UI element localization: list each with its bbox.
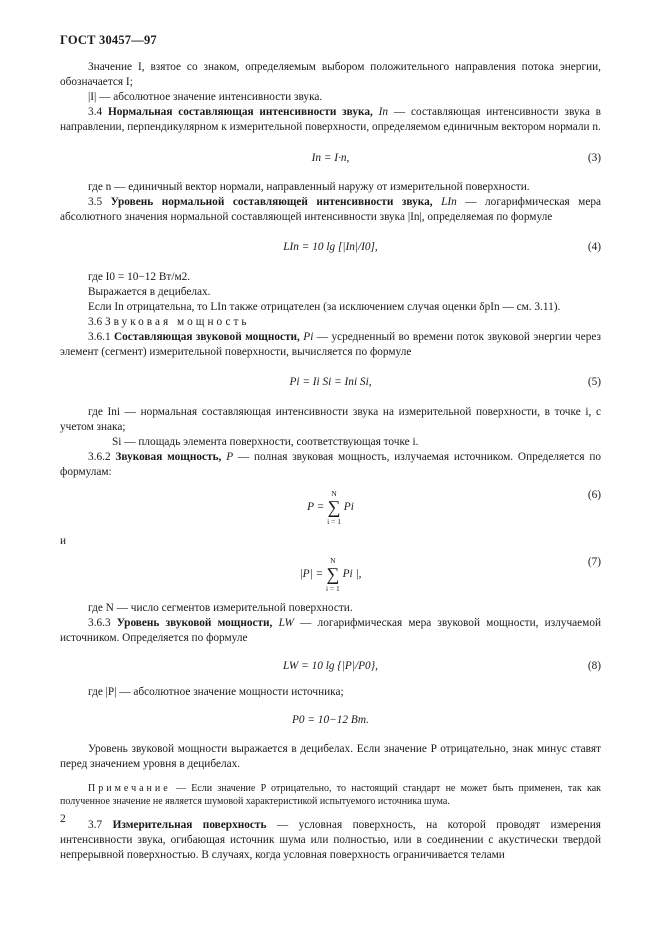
where-8: где |P| — абсолютное значение мощности источника; bbox=[88, 686, 344, 698]
symbol: P bbox=[226, 451, 234, 463]
equation-number: (3) bbox=[587, 152, 601, 164]
equation-lhs: P = bbox=[307, 501, 325, 514]
sum-lower-limit: i = 1 bbox=[327, 517, 341, 526]
section-3-6 bbox=[60, 315, 601, 330]
section-title: Звуковая мощность bbox=[104, 316, 250, 328]
body-text bbox=[60, 60, 601, 863]
where-5b: Si — площадь элемента поверхности, соответствующая точке i. bbox=[112, 436, 419, 448]
term: Звуковая мощность, bbox=[115, 451, 222, 463]
symbol: Pi bbox=[303, 331, 314, 343]
sum-operator bbox=[326, 555, 340, 594]
sigma-icon: ∑ bbox=[327, 497, 341, 517]
definition: — усредненный во времени поток звуковой энергии через элемент (сегмент) измерительной поверхности, вычисляется по формуле bbox=[60, 331, 601, 358]
equation-formula: LW = 10 lg {|P|/P0}, bbox=[283, 660, 378, 672]
note-label: Примечание bbox=[88, 783, 171, 794]
sum-upper-limit: N bbox=[331, 489, 337, 498]
equation-number: (7) bbox=[587, 556, 601, 568]
equation-p0 bbox=[60, 713, 601, 728]
where-4c: Если In отрицательна, то LIn также отрицателен (за исключением случая оценки δpIn — см. 3.11). bbox=[88, 301, 561, 313]
section-3-5 bbox=[60, 195, 601, 225]
section-3-6-2 bbox=[60, 450, 601, 480]
section-number: 3.6.1 bbox=[88, 331, 111, 343]
section-3-4 bbox=[60, 105, 601, 135]
section-number: 3.6.2 bbox=[88, 451, 111, 463]
section-3-7 bbox=[60, 818, 601, 863]
sum-lower-limit: i = 1 bbox=[325, 584, 340, 593]
equation-number: (4) bbox=[587, 241, 601, 253]
where-5a: где Ini — нормальная составляющая интенсивности звука на измерительной поверхности, в точке i, с учетом знака; bbox=[60, 406, 601, 433]
note-text: — Если значение P отрицательно, то настоящий стандарт не может быть применен, так как полученное значение не является шумовой характеристикой испытуемого источника шума. bbox=[60, 783, 601, 807]
equation-formula: P0 = 10−12 Вт. bbox=[291, 714, 370, 726]
term: Измерительная поверхность bbox=[112, 819, 267, 831]
equation-number: (6) bbox=[587, 489, 601, 501]
where-4a: где I0 = 10−12 Вт/м2. bbox=[88, 271, 191, 283]
equation-formula: Pi = Ii Si = Ini Si, bbox=[289, 376, 372, 388]
term: Уровень звуковой мощности, bbox=[116, 617, 273, 629]
where-4b: Выражается в децибелах. bbox=[88, 286, 211, 298]
sum-operator bbox=[327, 488, 341, 527]
term: Уровень нормальной составляющей интенсивности звука, bbox=[110, 196, 433, 208]
equation-4 bbox=[60, 240, 601, 255]
where-7: где N — число сегментов измерительной поверхности. bbox=[88, 602, 353, 614]
definition: — условная поверхность, на которой проводят измерения интенсивности звука, огибающая источник шума или полностью, или в соединении с акустически твердой непрерывной поверхностью. В случаях, когда условная поверхность ограничивается телами bbox=[60, 819, 601, 861]
equation-8 bbox=[60, 659, 601, 674]
equation-lhs: |P| = bbox=[299, 568, 324, 581]
section-3-6-1 bbox=[60, 330, 601, 360]
equation-6 bbox=[60, 488, 601, 528]
definition: — полная звуковая мощность, излучаемая источником. Определяется по формулам: bbox=[60, 451, 602, 478]
definition: — логарифмическая мера звуковой мощности, излучаемой источником. Определяется по формуле bbox=[60, 617, 602, 644]
section-number: 3.5 bbox=[88, 196, 103, 208]
paragraph-level-sign: Уровень звуковой мощности выражается в децибелах. Если значение P отрицательно, знак минус ставят перед значением уровня в децибелах. bbox=[60, 743, 601, 770]
definition: — составляющая интенсивности звука в направлении, перпендикулярном к измерительной поверхности, определяемом единичным вектором нормали n. bbox=[60, 106, 602, 133]
section-number: 3.6 bbox=[88, 316, 103, 328]
equation-3 bbox=[60, 151, 601, 166]
symbol: In bbox=[378, 106, 389, 118]
where-3: где n — единичный вектор нормали, направленный наружу от измерительной поверхности. bbox=[88, 181, 530, 193]
note bbox=[60, 782, 601, 808]
equation-7 bbox=[60, 555, 601, 595]
section-number: 3.7 bbox=[88, 819, 103, 831]
section-number: 3.6.3 bbox=[88, 617, 111, 629]
paragraph-intensity-sign: Значение I, взятое со знаком, определяемым выбором положительного направления потока энергии, обозначается I; bbox=[60, 61, 601, 88]
definition: — логарифмическая мера абсолютного значения нормальной составляющей интенсивности звука |In|, определяемая по формуле bbox=[60, 196, 602, 223]
sigma-icon: ∑ bbox=[326, 564, 340, 584]
equation-formula: In = I·n, bbox=[311, 152, 350, 164]
section-number: 3.4 bbox=[88, 106, 103, 118]
section-3-6-3 bbox=[60, 616, 601, 646]
conjunction-and: и bbox=[60, 535, 67, 547]
equation-rhs: Pi |, bbox=[342, 568, 362, 581]
equation-formula: LIn = 10 lg [|In|/I0], bbox=[283, 241, 378, 253]
term: Составляющая звуковой мощности, bbox=[114, 331, 300, 343]
page-number: 2 bbox=[60, 813, 66, 825]
sum-upper-limit: N bbox=[330, 556, 336, 565]
equation-number: (8) bbox=[587, 660, 601, 672]
equation-rhs: Pi bbox=[343, 501, 354, 514]
document-header: ГОСТ 30457—97 bbox=[60, 33, 157, 47]
symbol: LIn bbox=[441, 196, 457, 208]
paragraph-abs-intensity: |I| — абсолютное значение интенсивности звука. bbox=[88, 91, 323, 103]
equation-5 bbox=[60, 375, 601, 390]
equation-number: (5) bbox=[587, 376, 601, 388]
symbol: LW bbox=[278, 617, 294, 629]
term: Нормальная составляющая интенсивности звука, bbox=[107, 106, 373, 118]
